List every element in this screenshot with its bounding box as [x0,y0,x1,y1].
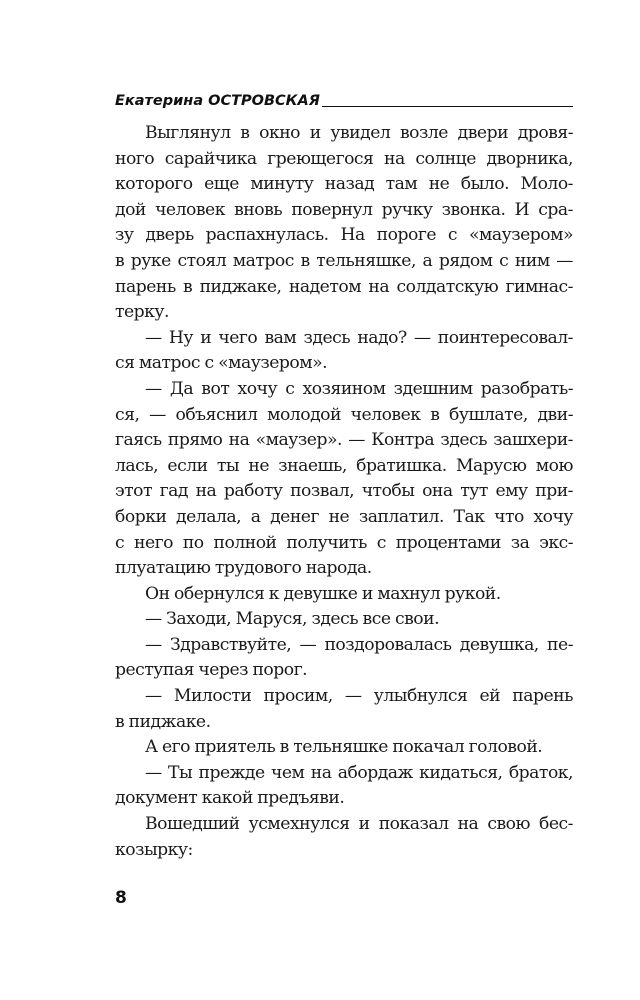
text-line: — Заходи, Маруся, здесь все свои. [145,609,440,630]
text-line: плуатацию трудового народа. [115,558,372,579]
text-line: документ какой предъяви. [115,788,345,809]
text-line: ся матрос с «маузером». [115,353,328,374]
text-line: парень в пиджаке, надетом на солдатскую гимнас- [115,276,573,297]
text-line: Он обернулся к девушке и махнул рукой. [145,583,501,604]
text-line: — Милости просим, — улыбнулся ей парень [145,686,573,707]
author-name: Екатерина ОСТРОВСКАЯ [115,93,320,109]
text-line: реступая через порог. [115,660,308,681]
text-line: Вошедший усмехнулся и показал на свою бес- [145,814,573,835]
text-line: которого еще минуту назад там не было. Моло- [115,174,573,195]
text-line: гаясь прямо на «маузер». — Контра здесь зашхери- [115,430,573,451]
text-line: борки делала, а денег не заплатил. Так что хочу [115,506,573,527]
running-header [115,88,573,110]
text-line: с него по полной получить с процентами за экс- [115,532,573,553]
text-line: терку. [115,302,170,323]
text-line: Выглянул в окно и увидел возле двери дровя- [145,123,573,143]
text-line: дой человек вновь повернул ручку звонка. И сра- [115,199,573,220]
text-line: козырку: [115,839,193,860]
text-line: этот гад на работу позвал, чтобы она тут ему при- [115,481,573,502]
text-line: ся, — объяснил молодой человек в бушлате, дви- [115,404,573,425]
text-line: А его приятель в тельняшке покачал головой. [145,737,543,758]
text-line: в руке стоял матрос в тельняшке, а рядом с ним — [115,250,573,271]
text-line: — Ну и чего вам здесь надо? — поинтересовал- [145,327,573,348]
text-line: ного сарайчика греющегося на солнце дворника, [115,148,573,169]
header-rule [322,106,573,107]
body-text [115,121,573,863]
text-line: — Да вот хочу с хозяином здешним разобрать- [145,378,573,399]
page-number: 8 [115,888,127,908]
text-line: лась, если ты не знаешь, братишка. Марусю мою [115,455,573,476]
text-line: зу дверь распахнулась. На пороге с «маузером» [115,225,573,246]
text-line: — Ты прежде чем на абордаж кидаться, браток, [145,762,573,783]
text-line: — Здравствуйте, — поздоровалась девушка, пе- [145,634,573,655]
text-line: в пиджаке. [115,711,211,732]
